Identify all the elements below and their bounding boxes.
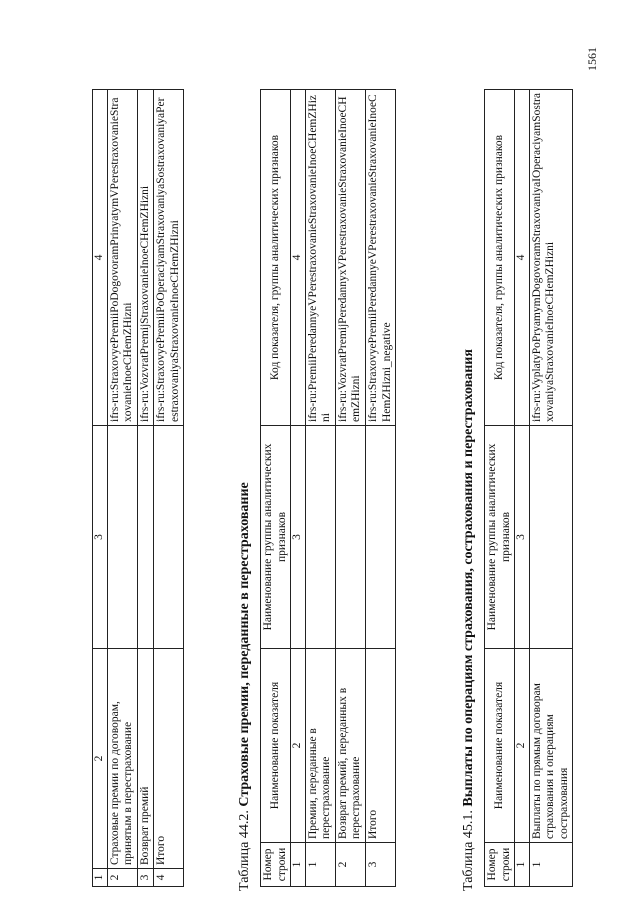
row-number: 3 xyxy=(137,869,154,887)
table-45-1 xyxy=(484,89,573,887)
row-code: ifrs-ru:VozvratPremijPeredannyxVPerestraxovanieStraxovanieInoeCHemZHizni xyxy=(335,90,365,426)
table-row xyxy=(305,90,335,887)
table-45-1-caption xyxy=(461,349,477,891)
row-number: 3 xyxy=(365,843,395,887)
row-group xyxy=(365,426,395,649)
row-number: 2 xyxy=(107,869,137,887)
header-name: Наименование показателя xyxy=(485,649,515,843)
table-header xyxy=(485,90,515,887)
row-code: ifrs-ru:StraxovyePremiiPoOperaciyamStraxovaniyaSostraxovaniyaPerestraxovaniyaStraxovanieInoeCHemZHizni xyxy=(154,90,184,426)
row-group xyxy=(107,426,137,649)
header-num-1: 1 xyxy=(93,869,108,887)
row-name: Итого xyxy=(365,649,395,843)
row-code: ifrs-ru:PremiiPeredannyeVPerestraxovanieStraxovanieInoeCHemZHizni xyxy=(305,90,335,426)
row-number: 2 xyxy=(335,843,365,887)
page-number: 1561 xyxy=(585,47,599,71)
table-row xyxy=(107,90,137,887)
row-name: Страховые премии по договорам, принятым в перестрахование xyxy=(107,649,137,869)
row-code: ifrs-ru:VyplatyPoPryamymDogovoramStraxovaniyaIOperaciyamSostraxovaniyaStraxovanieInoeCHemZHizni xyxy=(529,90,573,426)
header-name: Наименование показателя xyxy=(261,649,291,843)
row-code: ifrs-ru:StraxovyePremiiPoDogovoramPrinyatymVPerestraxovanieStraxovanieInoeCHemZHizni xyxy=(107,90,137,426)
header-code: Код показателя, группы аналитических признаков xyxy=(485,90,515,426)
caption-title: Выплаты по операциям страхования, сострахования и перестрахования xyxy=(461,349,476,807)
table-row xyxy=(365,90,395,887)
header-row-number: Номер строки xyxy=(261,843,291,887)
row-number: 1 xyxy=(529,843,573,887)
table-row xyxy=(154,90,184,887)
caption-title: Страховые премии, переданные в перестрахование xyxy=(237,482,252,807)
table-header-numbers xyxy=(515,90,530,887)
row-name: Возврат премий xyxy=(137,649,154,869)
row-number: 4 xyxy=(154,869,184,887)
table-header xyxy=(261,90,291,887)
table-44-2 xyxy=(260,89,396,887)
header-num-4: 4 xyxy=(291,90,306,426)
row-name: Премии, переданные в перестрахование xyxy=(305,649,335,843)
row-group xyxy=(335,426,365,649)
row-group xyxy=(154,426,184,649)
table-header-numbers xyxy=(291,90,306,887)
row-name: Возврат премий, переданных в перестрахование xyxy=(335,649,365,843)
row-number: 1 xyxy=(305,843,335,887)
row-name: Итого xyxy=(154,649,184,869)
table-row xyxy=(335,90,365,887)
header-code: Код показателя, группы аналитических признаков xyxy=(261,90,291,426)
header-num-2: 2 xyxy=(291,649,306,843)
header-num-1: 1 xyxy=(291,843,306,887)
caption-prefix: Таблица 44.2. xyxy=(237,810,252,891)
header-num-3: 3 xyxy=(291,426,306,649)
row-group xyxy=(137,426,154,649)
header-num-4: 4 xyxy=(515,90,530,426)
header-num-4: 4 xyxy=(93,90,108,426)
header-num-3: 3 xyxy=(93,426,108,649)
header-row-number: Номер строки xyxy=(485,843,515,887)
table-row xyxy=(529,90,573,887)
caption-prefix: Таблица 45.1. xyxy=(461,810,476,891)
header-group: Наименование группы аналитических признаков xyxy=(261,426,291,649)
header-num-2: 2 xyxy=(93,649,108,869)
row-code: ifrs-ru:VozvratPremijStraxovanieInoeCHemZHizni xyxy=(137,90,154,426)
table-header-numbers xyxy=(93,90,108,887)
row-name: Выплаты по прямым договорам страхования и операциям сострахования xyxy=(529,649,573,843)
header-num-3: 3 xyxy=(515,426,530,649)
row-code: ifrs-ru:StraxovyePremiiPeredannyeVPerestraxovanieStraxovanieInoeCHemZHizni_negative xyxy=(365,90,395,426)
header-num-2: 2 xyxy=(515,649,530,843)
header-group: Наименование группы аналитических признаков xyxy=(485,426,515,649)
row-group xyxy=(529,426,573,649)
row-group xyxy=(305,426,335,649)
table-top-continuation xyxy=(92,89,184,887)
header-num-1: 1 xyxy=(515,843,530,887)
table-44-2-caption xyxy=(237,482,253,891)
table-row xyxy=(137,90,154,887)
